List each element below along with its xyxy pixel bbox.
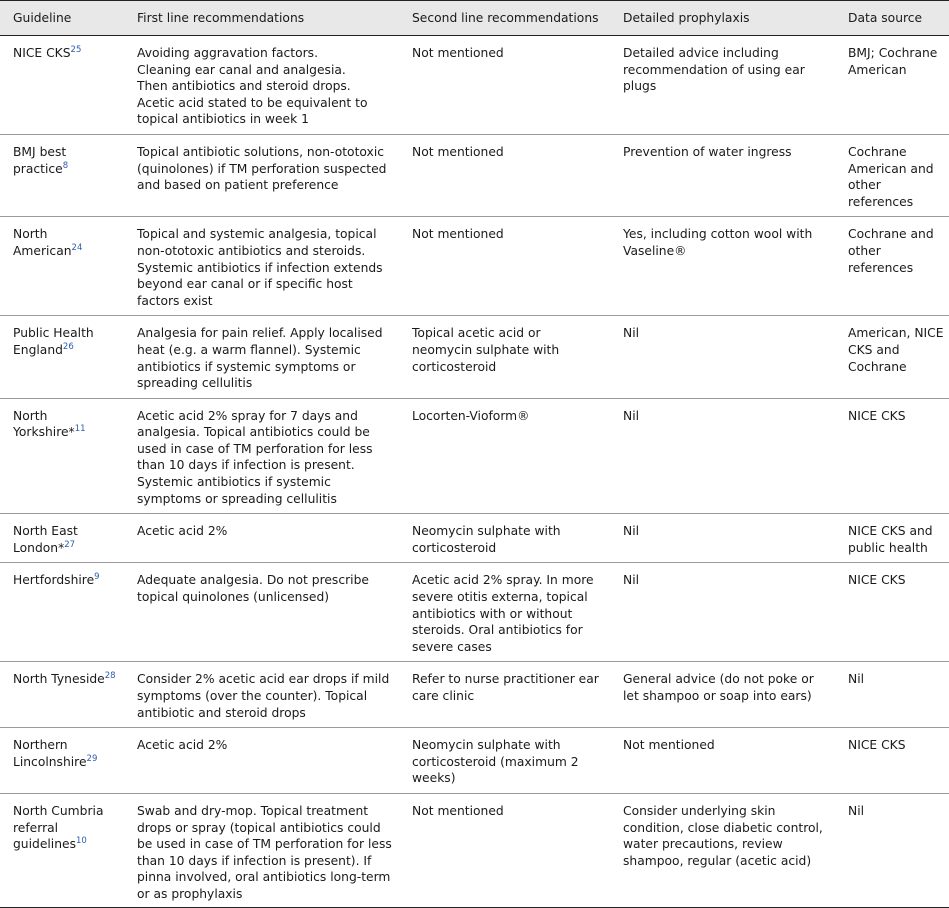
- data-source-cell: NICE CKS: [836, 563, 949, 662]
- first-line-cell: [124, 36, 399, 135]
- table-row: [0, 134, 949, 216]
- first-line-cell: [124, 514, 399, 563]
- first-line-text: Analgesia for pain relief. Apply localised heat (e.g. a warm flannel). Systemic antibiotics if systemic symptoms or spreading cellulitis: [137, 326, 383, 391]
- guideline-cell: [0, 514, 124, 563]
- second-line-cell: Not mentioned: [399, 217, 610, 316]
- second-line-cell: Refer to nurse practitioner ear care clinic: [399, 662, 610, 728]
- guideline-cell: [0, 662, 124, 728]
- first-line-cell: [124, 217, 399, 316]
- table-row: [0, 793, 949, 907]
- first-line-cell: [124, 728, 399, 794]
- guideline-name: Northern Lincolnshire: [13, 738, 87, 769]
- data-source-cell: NICE CKS: [836, 728, 949, 794]
- table-body: [0, 36, 949, 908]
- second-line-cell: Not mentioned: [399, 134, 610, 216]
- second-line-cell: Neomycin sulphate with corticosteroid: [399, 514, 610, 563]
- first-line-text: Topical antibiotic solutions, non-ototoxic (quinolones) if TM perforation suspected and based on patient preference: [137, 144, 387, 193]
- reference-number: 28: [104, 671, 116, 682]
- guideline-cell: [0, 316, 124, 398]
- guideline-name: North Cumbria referral guidelines: [13, 803, 104, 852]
- data-source-cell: Cochrane American and other references: [836, 134, 949, 216]
- reference-number: 9: [94, 572, 100, 583]
- data-source-cell: Nil: [836, 793, 949, 907]
- second-line-cell: Not mentioned: [399, 36, 610, 135]
- first-line-text: Then antibiotics and steroid drops.: [137, 79, 351, 94]
- reference-number: 24: [71, 242, 83, 253]
- reference-number: 8: [62, 160, 69, 171]
- table-row: [0, 728, 949, 794]
- table-row: [0, 514, 949, 563]
- first-line-text: Avoiding aggravation factors.: [137, 46, 318, 60]
- table-row: [0, 217, 949, 316]
- guideline-name: North East London*: [13, 524, 78, 555]
- prophylaxis-cell: Consider underlying skin condition, close diabetic control, water precautions, review shampoo, regular (acetic acid): [610, 793, 836, 907]
- prophylaxis-cell: Nil: [610, 563, 836, 662]
- guideline-cell: [0, 134, 124, 216]
- header-row: [0, 1, 949, 36]
- guideline-name: Hertfordshire: [13, 573, 95, 588]
- guideline-cell: [0, 398, 124, 514]
- first-line-cell: [124, 793, 399, 907]
- second-line-cell: Neomycin sulphate with corticosteroid (maximum 2 weeks): [399, 728, 610, 794]
- first-line-text: Acetic acid 2%: [137, 524, 228, 539]
- reference-number: 27: [64, 539, 76, 550]
- prophylaxis-cell: Nil: [610, 316, 836, 398]
- second-line-cell: Topical acetic acid or neomycin sulphate with corticosteroid: [399, 316, 610, 398]
- reference-number: 10: [76, 836, 87, 847]
- first-line-text: Adequate analgesia. Do not prescribe topical quinolones (unlicensed): [137, 573, 369, 605]
- first-line-text: Consider 2% acetic acid ear drops if mild symptoms (over the counter). Topical antibiotic and steroid drops: [137, 672, 390, 720]
- guideline-name: North Tyneside: [13, 672, 105, 687]
- reference-number: 26: [62, 341, 74, 352]
- guideline-cell: [0, 793, 124, 907]
- prophylaxis-cell: Not mentioned: [610, 728, 836, 794]
- table-row: [0, 662, 949, 728]
- first-line-text: Acetic acid 2%: [137, 738, 228, 753]
- header-guideline: Guideline: [0, 1, 124, 36]
- prophylaxis-cell: Prevention of water ingress: [610, 134, 836, 216]
- second-line-cell: Locorten-Vioform®: [399, 398, 610, 514]
- guideline-cell: [0, 36, 124, 135]
- first-line-cell: [124, 563, 399, 662]
- data-source-cell: NICE CKS and public health: [836, 514, 949, 563]
- prophylaxis-cell: Detailed advice including recommendation of using ear plugs: [610, 36, 836, 135]
- guideline-name: North American: [13, 227, 72, 258]
- guideline-name: BMJ best practice: [13, 144, 67, 176]
- header-prophylaxis: Detailed prophylaxis: [610, 1, 836, 36]
- prophylaxis-cell: Nil: [610, 398, 836, 514]
- first-line-cell: [124, 398, 399, 514]
- reference-number: 25: [70, 45, 82, 55]
- guideline-name: NICE CKS: [13, 46, 71, 60]
- second-line-cell: Acetic acid 2% spray. In more severe otitis externa, topical antibiotics with or without steroids. Oral antibiotics for severe cases: [399, 563, 610, 662]
- first-line-text: Acetic acid 2% spray for 7 days and analgesia. Topical antibiotics could be used in case of TM perforation for less than 10 days if infection is present.: [137, 408, 373, 473]
- header-data-source: Data source: [836, 1, 949, 36]
- first-line-text: Acetic acid stated to be equivalent to topical antibiotics in week 1: [137, 95, 368, 127]
- data-source-cell: Cochrane and other references: [836, 217, 949, 316]
- reference-number: 29: [86, 753, 98, 764]
- table-row: [0, 36, 949, 135]
- prophylaxis-cell: General advice (do not poke or let shampoo or soap into ears): [610, 662, 836, 728]
- first-line-cell: [124, 316, 399, 398]
- header-first-line: First line recommendations: [124, 1, 399, 36]
- first-line-text: Topical and systemic analgesia, topical non-ototoxic antibiotics and steroids. Systemic antibiotics if infection extends beyond ear canal or if specific host factors exist: [137, 227, 383, 308]
- table-row: [0, 398, 949, 514]
- data-source-cell: BMJ; Cochrane American: [836, 36, 949, 135]
- guideline-name: Public Health England: [13, 326, 94, 357]
- data-source-cell: Nil: [836, 662, 949, 728]
- table-header: [0, 1, 949, 36]
- header-second-line: Second line recommendations: [399, 1, 610, 36]
- first-line-text: Systemic antibiotics if systemic symptoms or spreading cellulitis: [137, 475, 337, 506]
- reference-number: 11: [74, 424, 86, 435]
- guideline-cell: [0, 563, 124, 662]
- guideline-cell: [0, 728, 124, 794]
- first-line-cell: [124, 662, 399, 728]
- prophylaxis-cell: Yes, including cotton wool with Vaseline®: [610, 217, 836, 316]
- first-line-text: Swab and dry-mop. Topical treatment drops or spray (topical antibiotics could be used in case of TM perforation for less than 10 days if infection is present). If pinna involved, oral antibiotics long-term or as prophylaxis: [137, 803, 392, 901]
- first-line-text: Cleaning ear canal and analgesia.: [137, 62, 346, 77]
- table-row: [0, 316, 949, 398]
- data-source-cell: American, NICE CKS and Cochrane: [836, 316, 949, 398]
- data-source-cell: NICE CKS: [836, 398, 949, 514]
- guideline-cell: [0, 217, 124, 316]
- first-line-cell: [124, 134, 399, 216]
- prophylaxis-cell: Nil: [610, 514, 836, 563]
- table-row: [0, 563, 949, 662]
- second-line-cell: Not mentioned: [399, 793, 610, 907]
- guideline-name: North Yorkshire*: [13, 408, 75, 440]
